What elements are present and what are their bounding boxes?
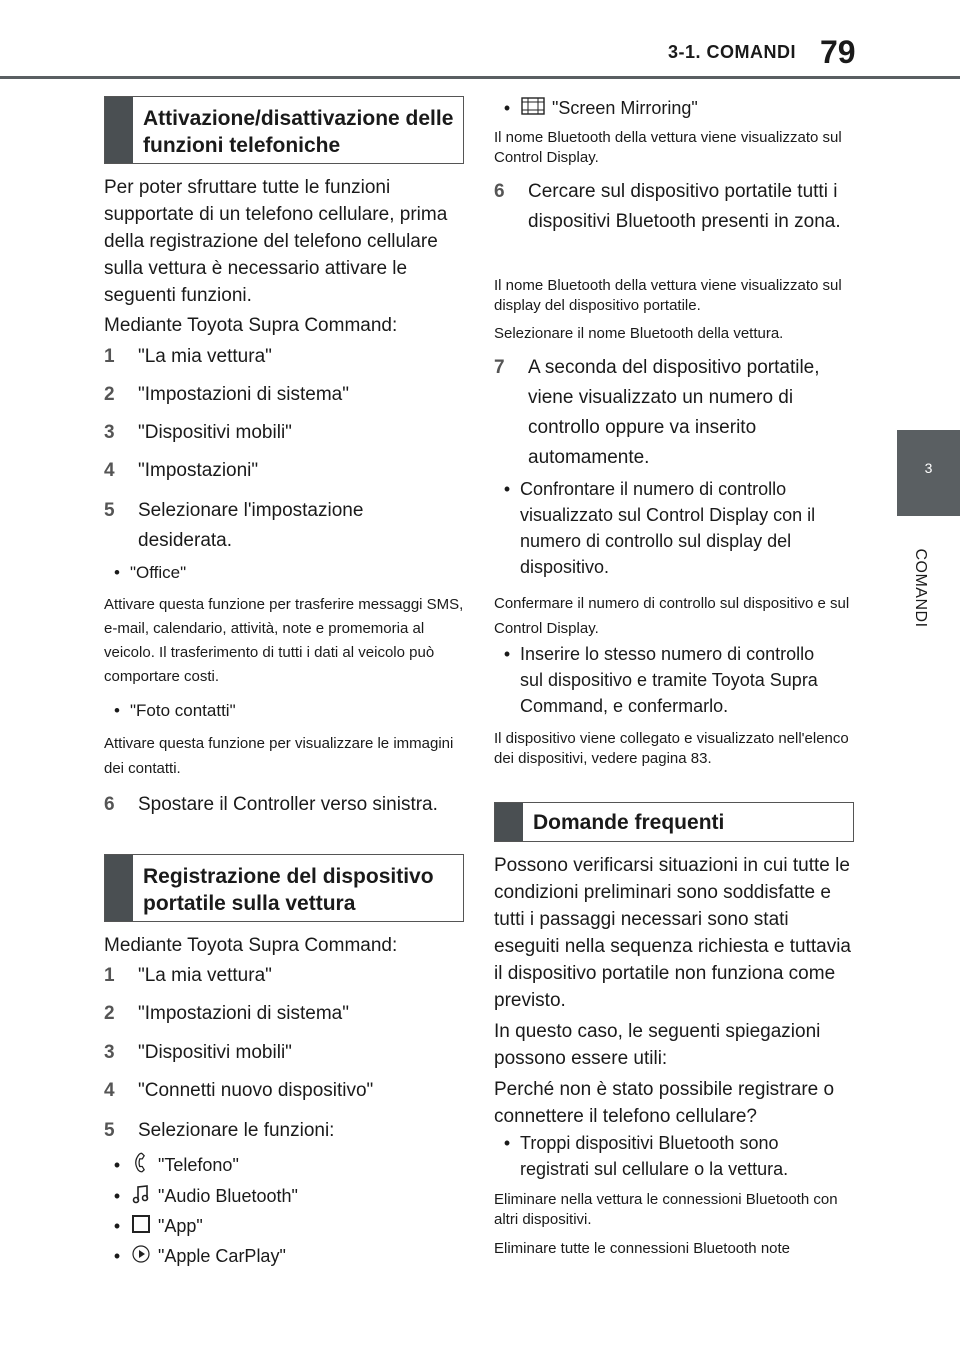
note: Selezionare il nome Bluetooth della vettura.: [494, 325, 784, 342]
step-item: 3 "Dispositivi mobili": [104, 1042, 292, 1063]
section-box-faq: [494, 802, 854, 842]
faq-question: Perché non è stato possibile registrare o connettere il telefono cellulare?: [494, 1079, 835, 1127]
intro-paragraph: Per poter sfruttare tutte le funzioni supportate di un telefono cellulare, prima della registrazione del telefono cellulare sulla vettura è necessario attivare le seguenti funzioni.: [104, 177, 448, 306]
step-item: 2 "Impostazioni di sistema": [104, 1003, 349, 1024]
play-circle-icon: [130, 1243, 152, 1265]
via-command: Mediante Toyota Supra Command:: [104, 315, 398, 336]
faq-intro-2: In questo caso, le seguenti spiegazioni possono essere utili:: [494, 1021, 821, 1069]
func-app: • "App": [104, 1213, 464, 1239]
section-heading: Registrazione del dispositivo portatile sulla vettura: [143, 865, 434, 915]
header-divider: [0, 76, 960, 79]
step-item: 1 "La mia vettura": [104, 965, 272, 986]
bullet-item: • Troppi dispositivi Bluetooth sono registrati sul cellulare o la vettura.: [503, 1133, 789, 1179]
section-box-registration: [104, 854, 464, 922]
step-item: 7 A seconda del dispositivo portatile, viene visualizzato un numero di controllo oppure va inserito automamente.: [494, 357, 820, 468]
func-audio: • "Audio Bluetooth": [104, 1183, 464, 1209]
box-accent-bar: [495, 803, 523, 841]
step-item: 2 "Impostazioni di sistema": [104, 384, 349, 405]
note: Il dispositivo viene collegato e visualizzato nell'elenco dei dispositivi, vedere pagina 83.: [494, 730, 849, 767]
chapter-tab: 3: [897, 430, 960, 516]
phone-icon: [130, 1152, 152, 1174]
office-note: Attivare questa funzione per trasferire messaggi SMS, e-mail, calendario, attività, note e promemoria al veicolo. Il trasferimento di tutti i dati al veicolo può comportare costi.: [104, 596, 464, 685]
step-item: 6 Cercare sul dispositivo portatile tutti i dispositivi Bluetooth presenti in zona.: [494, 181, 841, 232]
box-accent-bar: [105, 855, 133, 921]
func-telefono: • "Telefono": [104, 1152, 464, 1178]
func-mirroring: • "Screen Mirroring": [494, 95, 854, 121]
foto-note: Attivare questa funzione per visualizzare le immagini dei contatti.: [104, 735, 454, 777]
step-item: 5 Selezionare l'impostazione desiderata.: [104, 500, 364, 551]
music-note-icon: [130, 1183, 152, 1205]
app-square-icon: [130, 1213, 152, 1235]
step-item: 3 "Dispositivi mobili": [104, 422, 292, 443]
note: Eliminare nella vettura le connessioni Bluetooth con altri dispositivi.: [494, 1191, 838, 1228]
chapter-label-text: COMANDI: [912, 548, 929, 628]
section-box-activation: [104, 96, 464, 164]
note: Il nome Bluetooth della vettura viene visualizzato sul display del dispositivo portatile.: [494, 277, 842, 314]
step-item: 5 Selezionare le funzioni:: [104, 1120, 335, 1141]
bullet-item: • Inserire lo stesso numero di controllo sul dispositivo e tramite Toyota Supra Command, e confermarlo.: [503, 644, 818, 716]
screen-mirroring-icon: [520, 95, 546, 117]
section-heading: Attivazione/disattivazione delle funzioni telefoniche: [143, 107, 454, 157]
section-title: 3-1. COMANDI: [668, 42, 797, 62]
page-number: 79: [820, 34, 856, 70]
note: Eliminare tutte le connessioni Bluetooth note: [494, 1240, 791, 1257]
faq-intro: Possono verificarsi situazioni in cui tutte le condizioni preliminari sono soddisfatte e tutti i passaggi necessari sono stati eseguiti nella sequenza richiesta e tuttavia il dispositivo portatile non funziona come previsto.: [494, 855, 852, 1011]
note: Il nome Bluetooth della vettura viene visualizzato sul Control Display.: [494, 129, 842, 166]
func-carplay: • "Apple CarPlay": [104, 1243, 464, 1269]
step-item: 6 Spostare il Controller verso sinistra.: [104, 794, 438, 815]
step-item: 4 "Connetti nuovo dispositivo": [104, 1080, 374, 1101]
bullet-office: • "Office": [114, 563, 187, 582]
bullet-item: • Confrontare il numero di controllo visualizzato sul Control Display con il numero di controllo sul display del dispositivo.: [503, 479, 816, 577]
bullet-foto: • "Foto contatti": [114, 701, 236, 720]
chapter-label: [900, 528, 940, 648]
step-item: 1 "La mia vettura": [104, 346, 272, 367]
note: Confermare il numero di controllo sul dispositivo e sul Control Display.: [494, 595, 850, 637]
section-heading: Domande frequenti: [533, 811, 725, 834]
box-accent-bar: [105, 97, 133, 163]
step-item: 4 "Impostazioni": [104, 460, 259, 481]
via-command: Mediante Toyota Supra Command:: [104, 935, 398, 956]
